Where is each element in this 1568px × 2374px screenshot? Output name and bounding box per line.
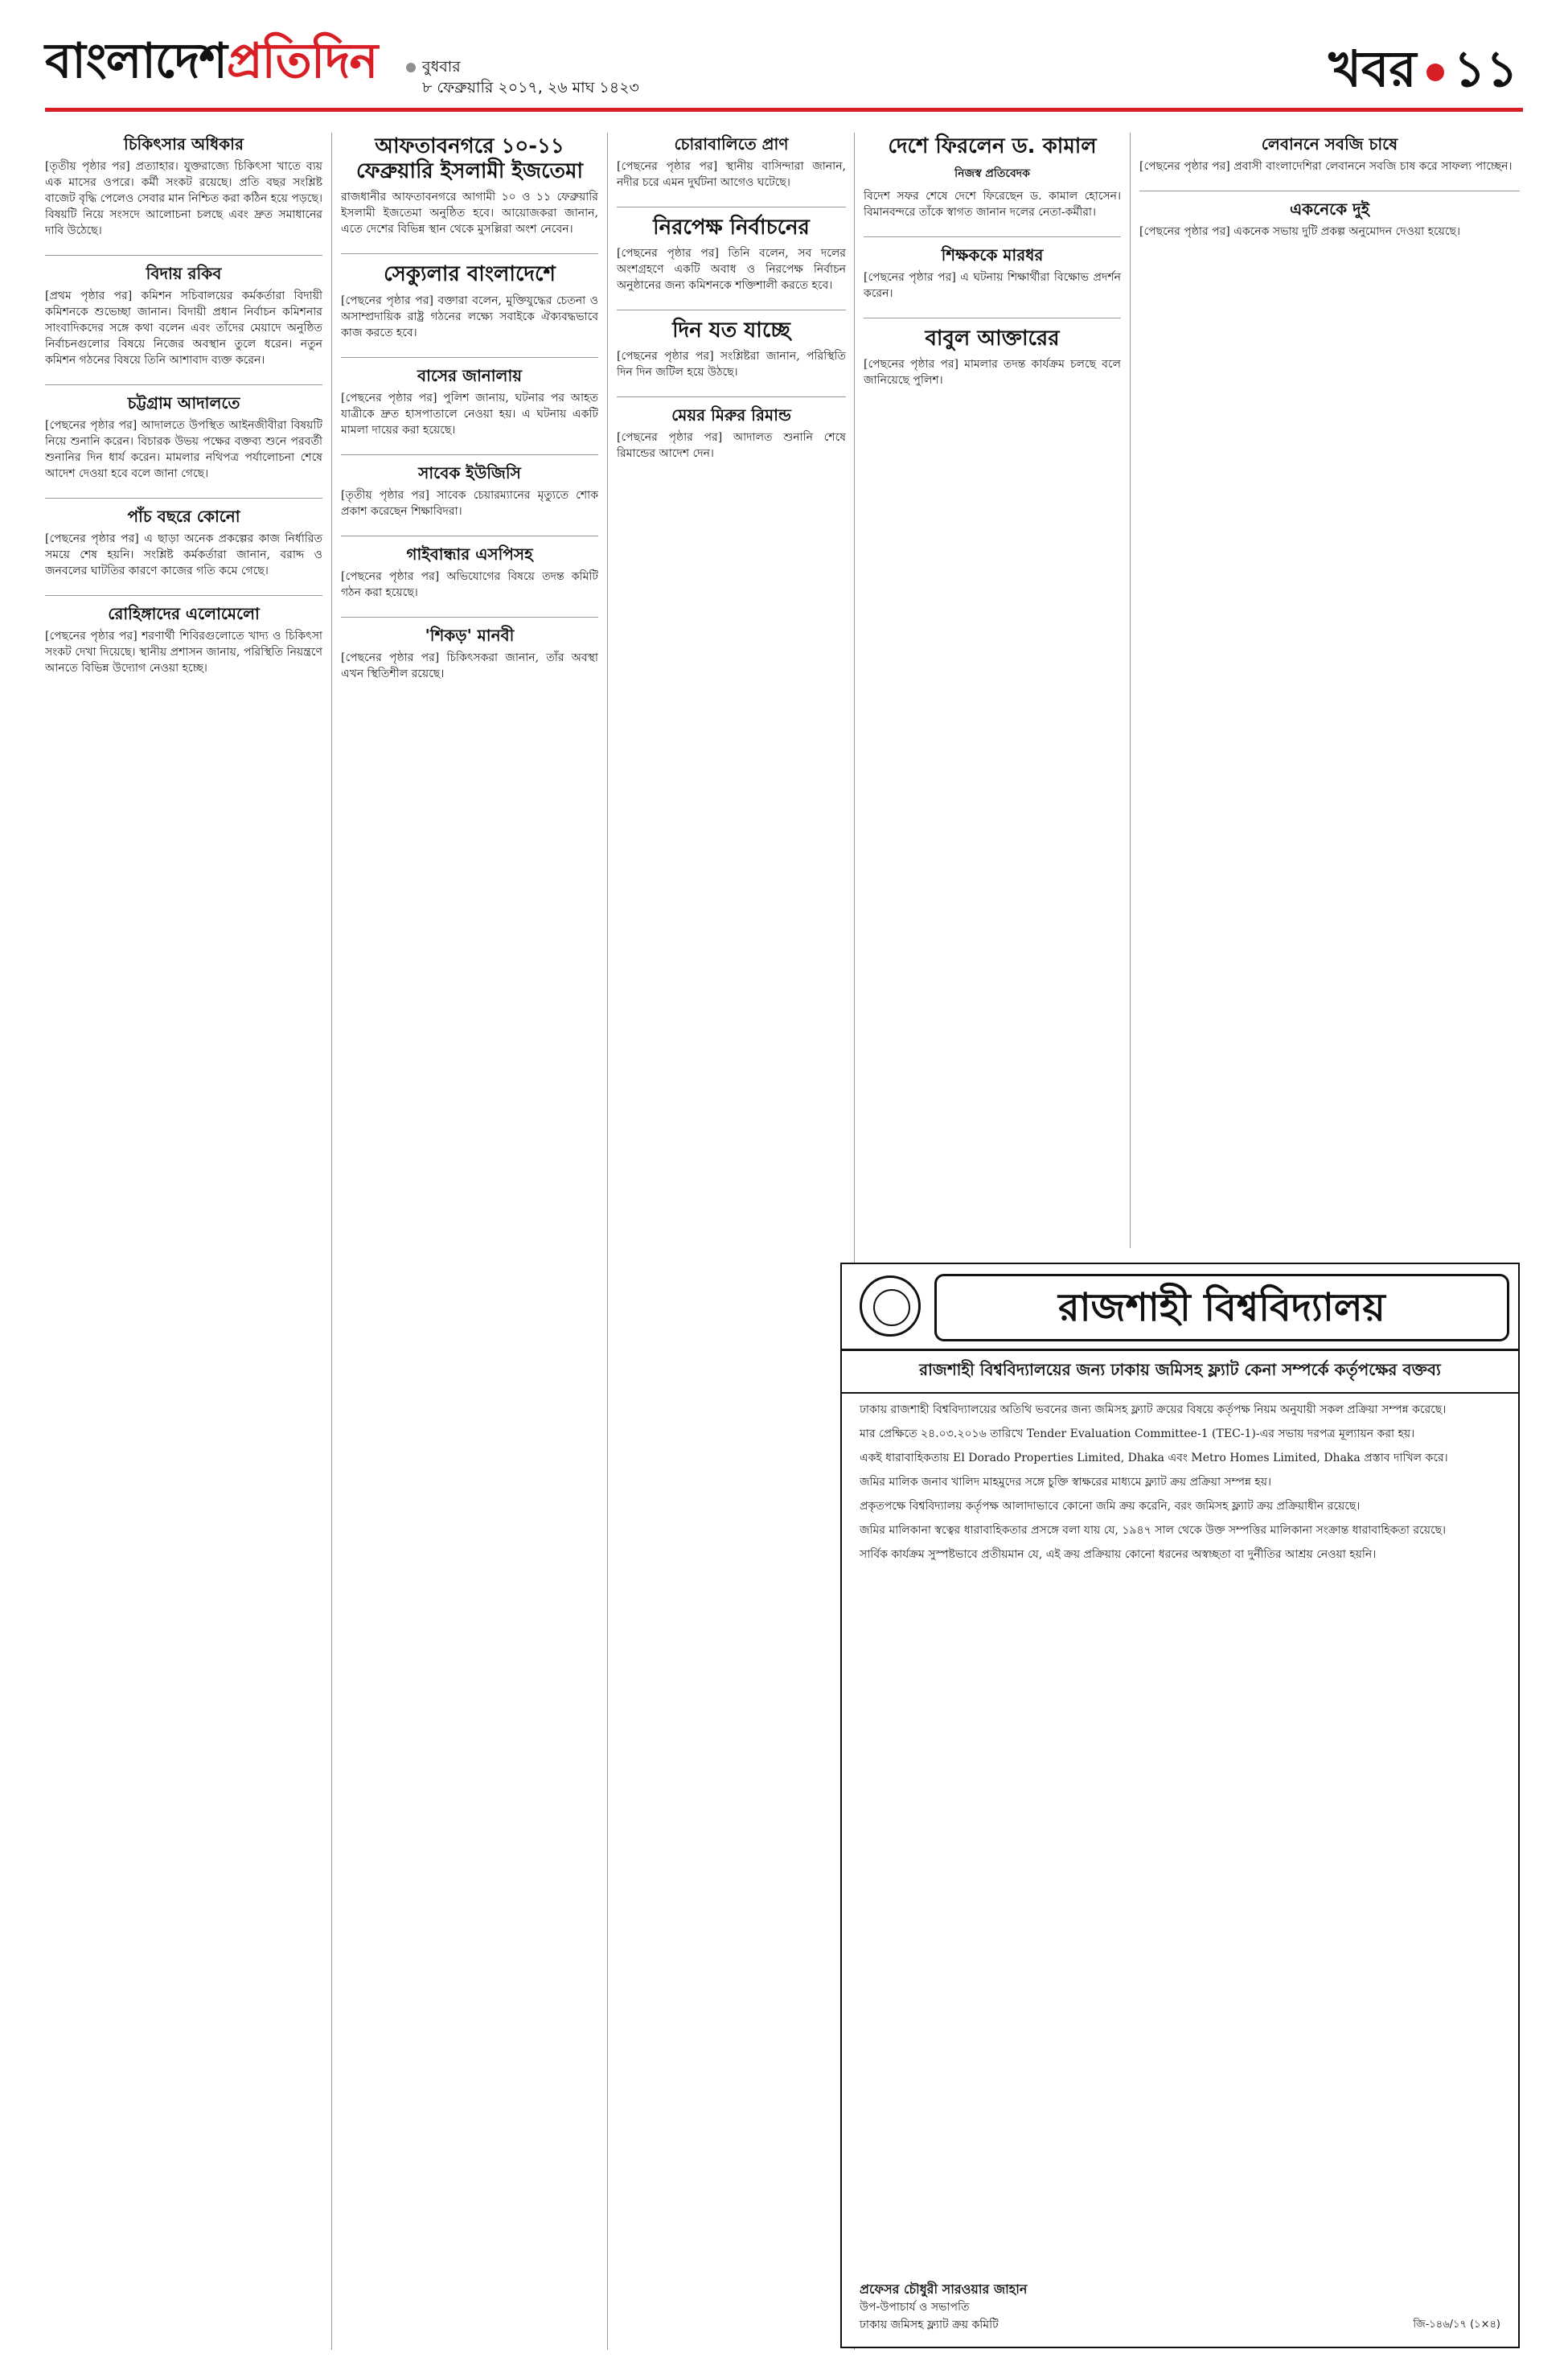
article-body: [পেছনের পৃষ্ঠার পর] এ ঘটনায় শিক্ষার্থীরা বিক্ষোভ প্রদর্শন করেন। (864, 271, 1121, 301)
news-article[interactable] (1139, 133, 1520, 175)
page-number: ১১ (1453, 39, 1518, 98)
news-article[interactable] (1139, 184, 1520, 240)
news-article[interactable] (617, 390, 846, 462)
issue-date (406, 56, 639, 98)
article-divider (341, 617, 598, 618)
red-dot-icon (1426, 64, 1444, 81)
article-headline[interactable]: বাবুল আক্তারের (925, 327, 1060, 351)
news-article[interactable] (45, 133, 322, 239)
news-article[interactable] (341, 529, 598, 601)
article-headline[interactable]: 'শিকড়' মানবী (425, 625, 515, 645)
issue-day: বুধবার (422, 58, 461, 76)
article-body: [পেছনের পৃষ্ঠার পর] মামলার তদন্ত কার্যক্রম চলছে বলে জানিয়েছে পুলিশ। (864, 358, 1121, 388)
masthead (0, 0, 1568, 121)
news-article[interactable] (617, 133, 846, 191)
column-divider (607, 133, 608, 2350)
article-body: [পেছনের পৃষ্ঠার পর] একনেক সভায় দুটি প্রকল্প অনুমোদন দেওয়া হয়েছে। (1139, 225, 1460, 238)
article-divider (45, 595, 322, 596)
article-body: [পেছনের পৃষ্ঠার পর] সংশ্লিষ্টরা জানান, পরিস্থিতি দিন দিন জটিল হয়ে উঠছে। (617, 350, 846, 380)
article-headline[interactable]: বাসের জানালায় (417, 365, 523, 385)
notice-paragraph: জমির মালিক জনাব খালিদ মাহমুদের সঙ্গে চুক্তি স্বাক্ষরের মাধ্যমে ফ্ল্যাট ক্রয় প্রক্রিয়া সম্পন্ন হয়। (860, 1476, 1272, 1489)
article-headline[interactable]: সাবেক ইউজিসি (418, 462, 521, 483)
newspaper-logo[interactable] (45, 31, 377, 92)
bullet-dot-icon (406, 63, 416, 72)
article-body: [তৃতীয় পৃষ্ঠার পর] সাবেক চেয়ারম্যানের মৃত্যুতে শোক প্রকাশ করেছেন শিক্ষাবিদরা। (341, 488, 598, 518)
news-article[interactable] (617, 303, 846, 380)
notice-paragraph: প্রকৃতপক্ষে বিশ্ববিদ্যালয় কর্তৃপক্ষ আলাদাভাবে কোনো জমি ক্রয় করেনি, বরং জমিসহ ফ্ল্যাট ক্রয় প্রক্রিয়াধীন রয়েছে। (860, 1500, 1361, 1513)
article-headline[interactable]: চট্টগ্রাম আদালতে (127, 393, 240, 413)
notice-body (842, 1394, 1518, 1563)
article-headline[interactable]: চোরাবালিতে প্রাণ (674, 134, 789, 154)
article-divider (341, 454, 598, 455)
signer-name: প্রফেসর চৌধুরী সারওয়ার জাহান (860, 2282, 1028, 2297)
news-article[interactable] (45, 378, 322, 482)
article-headline[interactable]: গাইবান্ধার এসপিসহ (406, 544, 533, 564)
article-headline[interactable]: শিক্ষককে মারধর (941, 245, 1044, 265)
article-body: [পেছনের পৃষ্ঠার পর] আদালতে উপস্থিত আইনজীবীরা বিষয়টি নিয়ে শুনানি করেন। বিচারক উভয় পক্ষের বক্তব্য শুনে পরবর্তী শুনানির দিন ধার্য করেন। মামলার নথিপত্র পর্যালোচনা শেষে আদেশ দেওয়া হবে বলে জানা গেছে। (45, 419, 322, 480)
column-2 (341, 133, 598, 2350)
article-divider (45, 384, 322, 385)
article-divider (864, 236, 1121, 237)
article-headline[interactable]: মেয়র মিরুর রিমান্ড (671, 405, 791, 425)
article-body: [পেছনের পৃষ্ঠার পর] শরণার্থী শিবিরগুলোতে খাদ্য ও চিকিৎসা সংকট দেখা দিয়েছে। স্থানীয় প্রশাসন জানায়, পরিস্থিতি নিয়ন্ত্রণে আনতে বিভিন্ন উদ্যোগ নেওয়া হচ্ছে। (45, 630, 322, 675)
article-headline[interactable]: চিকিৎসার অধিকার (124, 134, 244, 154)
article-headline[interactable]: দেশে ফিরলেন ড. কামাল (888, 134, 1097, 158)
article-body: [পেছনের পৃষ্ঠার পর] চিকিৎসকরা জানান, তাঁর অবস্থা এখন স্থিতিশীল রয়েছে। (341, 651, 598, 680)
article-body: [পেছনের পৃষ্ঠার পর] পুলিশ জানায়, ঘটনার পর আহত যাত্রীকে দ্রুত হাসপাতালে নেওয়া হয়। এ ঘটনায় একটি মামলা দায়ের করা হয়েছে। (341, 391, 598, 437)
news-article[interactable] (45, 589, 322, 676)
article-headline[interactable]: পাঁচ বছরে কোনো (127, 507, 240, 526)
article-body: [পেছনের পৃষ্ঠার পর] অভিযোগের বিষয়ে তদন্ত কমিটি গঠন করা হয়েছে। (341, 569, 598, 599)
notice-title: রাজশাহী বিশ্ববিদ্যালয় (934, 1274, 1509, 1341)
news-article[interactable] (864, 311, 1121, 388)
article-body: [পেছনের পৃষ্ঠার পর] এ ছাড়া অনেক প্রকল্পের কাজ নির্ধারিত সময়ে শেষ হয়নি। সংশ্লিষ্ট কর্মকর্তারা জানান, বরাদ্দ ও জনবলের ঘাটতির কারণে কাজের গতি কমে গেছে। (45, 532, 322, 577)
article-divider (45, 255, 322, 256)
notice-paragraph: সার্বিক কার্যক্রম সুস্পষ্টভাবে প্রতীয়মান যে, এই ক্রয় প্রক্রিয়ায় কোনো ধরনের অস্বচ্ছতা বা দুর্নীতির আশ্রয় নেওয়া হয়নি। (860, 1548, 1377, 1561)
news-article[interactable] (617, 200, 846, 294)
university-seal-icon (860, 1275, 921, 1337)
article-divider (341, 253, 598, 254)
news-article[interactable] (864, 230, 1121, 302)
column-5 (1139, 133, 1520, 1248)
article-body: [পেছনের পৃষ্ঠার পর] প্রবাসী বাংলাদেশিরা লেবাননে সবজি চাষ করে সাফল্য পাচ্ছেন। (1139, 160, 1513, 173)
news-article[interactable] (341, 133, 598, 237)
article-headline[interactable]: রোহিঙ্গাদের এলোমেলো (108, 604, 260, 623)
column-divider (331, 133, 332, 2350)
news-article[interactable] (864, 133, 1121, 220)
news-article[interactable] (45, 248, 322, 368)
article-headline[interactable]: দিন যত যাচ্ছে (672, 318, 790, 343)
article-divider (341, 357, 598, 358)
article-divider (45, 498, 322, 499)
advertisement-code: জি-১৪৬/১৭ (১×৪) (1413, 2319, 1500, 2331)
article-body: [পেছনের পৃষ্ঠার পর] স্থানীয় বাসিন্দারা জানান, নদীর চরে এমন দুর্ঘটনা আগেও ঘটেছে। (617, 160, 846, 189)
notice-paragraph: একই ধারাবাহিকতায় El Dorado Properties Limited, Dhaka এবং Metro Homes Limited, Dhaka প্রস্তাব দাখিল করে। (860, 1452, 1448, 1464)
notice-header (842, 1264, 1518, 1351)
news-article[interactable] (45, 491, 322, 579)
article-body: [পেছনের পৃষ্ঠার পর] বক্তারা বলেন, মুক্তিযুদ্ধের চেতনা ও অসাম্প্রদায়িক রাষ্ট্র গঠনের লক্ষ্যে সবাইকে ঐক্যবদ্ধভাবে কাজ করতে হবে। (341, 294, 598, 339)
column-3 (617, 133, 846, 2350)
article-headline[interactable]: সেক্যুলার বাংলাদেশে (384, 262, 556, 287)
article-headline[interactable]: আফতাবনগরে ১০-১১ ফেব্রুয়ারি ইসলামী ইজতেমা (355, 134, 584, 184)
notice-signature (860, 2281, 1027, 2334)
article-body: বিদেশ সফর শেষে দেশে ফিরেছেন ড. কামাল হোসেন। বিমানবন্দরে তাঁকে স্বাগত জানান দলের নেতা-কর্মীরা। (864, 190, 1121, 220)
signer-title: উপ-উপাচার্য ও সভাপতি (860, 2301, 970, 2314)
article-body: [পেছনের পৃষ্ঠার পর] আদালত শুনানি শেষে রিমান্ডের আদেশ দেন। (617, 431, 846, 461)
news-article[interactable] (341, 247, 598, 340)
article-headline[interactable]: লেবাননে সবজি চাষে (1261, 134, 1398, 154)
article-body: [পেছনের পৃষ্ঠার পর] তিনি বলেন, সব দলের অংশগ্রহণে একটি অবাধ ও নিরপেক্ষ নির্বাচন অনুষ্ঠানের জন্য কমিশনকে শক্তিশালী করতে হবে। (617, 247, 846, 293)
article-body: রাজধানীর আফতাবনগরে আগামী ১০ ও ১১ ফেব্রুয়ারি ইসলামী ইজতেমা অনুষ্ঠিত হবে। আয়োজকরা জানান, এতে দেশের বিভিন্ন স্থান থেকে মুসল্লিরা অংশ নেবেন। (341, 191, 598, 236)
article-body: [তৃতীয় পৃষ্ঠার পর] প্রত্যাহার। যুক্তরাজ্যে চিকিৎসা খাতে ব্যয় এক মাসের ওপরে। কর্মী সংকট রয়েছে। প্রতি বছর সংশ্লিষ্ট বাজেট বৃদ্ধি পেলেও সেবার মান নিশ্চিত করা কঠিন হয়ে পড়ছে। বিষয়টি নিয়ে সংসদে আলোচনা চলছে এবং দ্রুত সমাধানের দাবি উঠেছে। (45, 160, 322, 237)
article-body: [প্রথম পৃষ্ঠার পর] কমিশন সচিবালয়ের কর্মকর্তারা বিদায়ী কমিশনকে শুভেচ্ছা জানান। বিদায়ী প্রধান নির্বাচন কমিশনার সাংবাদিকদের সঙ্গে কথা বলেন এবং তাঁদের মেয়াদে অনুষ্ঠিত নির্বাচনগুলোর বিষয়ে নিজের অবস্থান তুলে ধরেন। নতুন কমিশন গঠনের বিষয়ে তিনি আশাবাদ ব্যক্ত করেন। (45, 290, 322, 367)
logo-text-black: বাংলাদেশ (45, 33, 227, 89)
column-divider (1130, 133, 1131, 1248)
article-headline[interactable]: নিরপেক্ষ নির্বাচনের (653, 216, 810, 240)
notice-paragraph: জমির মালিকানা স্বত্বের ধারাবাহিকতার প্রসঙ্গে বলা যায় যে, ১৯৪৭ সাল থেকে উক্ত সম্পত্তির মালিকানা সংক্রান্ত ধারাবাহিকতা রয়েছে। (860, 1524, 1447, 1537)
article-headline[interactable]: বিদায় রকিব (146, 264, 222, 283)
university-notice-advertisement (840, 1263, 1520, 2348)
masthead-rule (45, 108, 1523, 112)
news-article[interactable] (341, 448, 598, 520)
page-label (1328, 37, 1518, 101)
article-byline: নিজস্ব প্রতিবেদক (954, 167, 1030, 181)
section-name: খবর (1328, 39, 1417, 98)
column-1 (45, 133, 322, 2350)
issue-full-date: ৮ ফেব্রুয়ারি ২০১৭, ২৬ মাঘ ১৪২৩ (422, 79, 639, 97)
column-4 (864, 133, 1121, 1248)
news-article[interactable] (341, 610, 598, 682)
article-divider (617, 396, 846, 397)
article-headline[interactable]: একনেকে দুই (1289, 199, 1370, 219)
notice-subtitle: রাজশাহী বিশ্ববিদ্যালয়ের জন্য ঢাকায় জমিসহ ফ্ল্যাট কেনা সম্পর্কে কর্তৃপক্ষের বক্তব্য (842, 1351, 1518, 1394)
notice-paragraph: ঢাকায় রাজশাহী বিশ্ববিদ্যালয়ের অতিথি ভবনের জন্য জমিসহ ফ্ল্যাট ক্রয়ের বিষয়ে কর্তৃপক্ষ নিয়ম অনুযায়ী সকল প্রক্রিয়া সম্পন্ন করেছে। (860, 1403, 1447, 1416)
notice-paragraph: মার প্রেক্ষিতে ২৪.০৩.২০১৬ তারিখে Tender Evaluation Committee-1 (TEC-1)-এর সভায় দরপত্র মূল্যায়ন করা হয়। (860, 1427, 1415, 1440)
signer-committee: ঢাকায় জমিসহ ফ্ল্যাট ক্রয় কমিটি (860, 2319, 999, 2331)
logo-text-red: প্রতিদিন (226, 33, 378, 89)
news-article[interactable] (341, 351, 598, 438)
